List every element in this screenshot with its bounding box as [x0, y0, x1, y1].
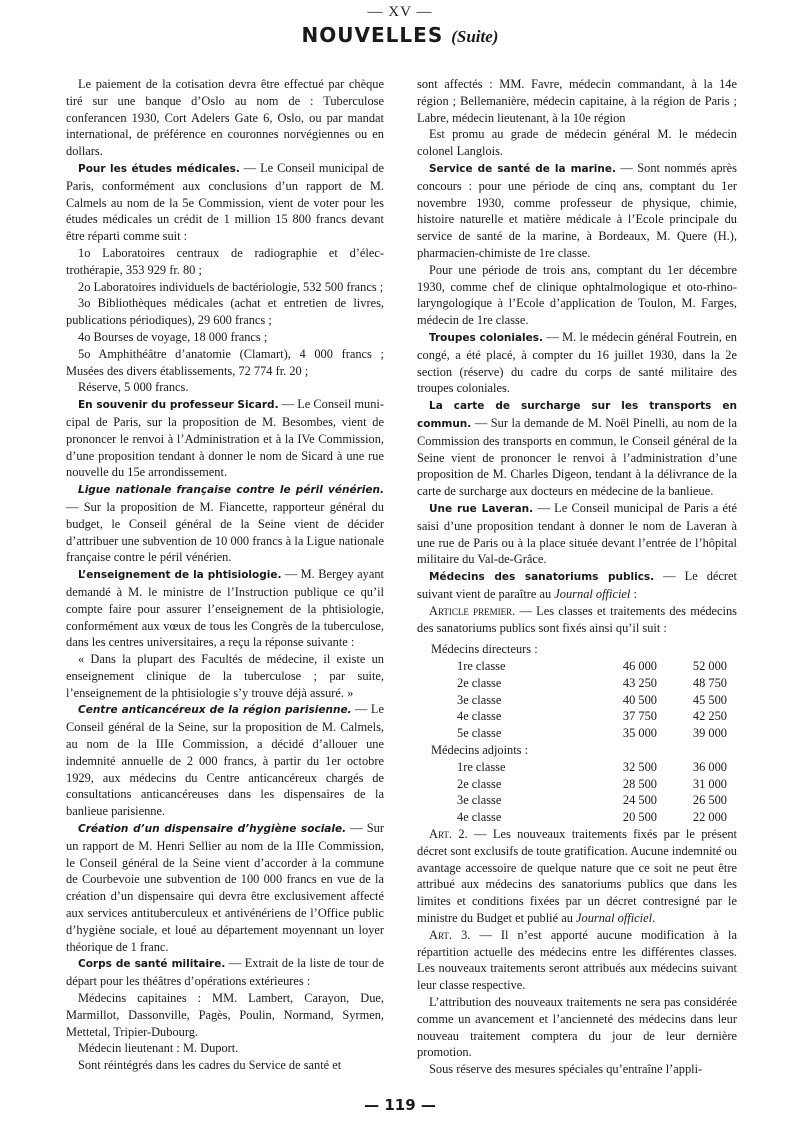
roman-page-number: — XV — — [367, 4, 433, 20]
salary-row — [457, 658, 727, 675]
salary-table-directeurs — [457, 658, 727, 742]
list-item: 2o Laboratoires individuels de bactériologie, 532 500 francs ; — [78, 279, 384, 294]
left-column — [66, 76, 384, 1074]
salary-value-max: 42 250 — [692, 709, 727, 724]
page-header — [0, 4, 800, 47]
section-text: — Sur la demande de M. Noël Pinelli, au nom de la Commission des transports en commun, le Conseil général de la Seine vient de prononcer le renvoi à l’administration d’une proposition de M. Charles Digeon, tendant à la délivrance de la carte de surcharge aux docteurs en médecine de la banlieue. — [417, 415, 737, 499]
salary-class: 5e classe — [457, 726, 502, 741]
salary-value-max: 48 750 — [692, 675, 727, 690]
article-1 — [417, 603, 737, 637]
salary-value-min: 40 500 — [622, 692, 657, 707]
section-heading: En souvenir du professeur Sicard. — [78, 399, 279, 412]
salary-class: 4e classe — [457, 709, 502, 724]
journal-officiel: Journal officiel — [576, 911, 653, 926]
paragraph: L’attribution des nouveaux traitements ne sera pas considérée comme un avancement et l’ancienneté des médecins dans leur nouveau traitement comptera du jour de leur dernière promotion. — [417, 995, 737, 1060]
section-text: — Le Conseil municipal de Paris, conformément aux conclusions d’un rapport de M. Calmels au nom de la 5e Commission, vient de voter pour les études médicales un crédit de 1 million 15 800 francs devant être réparti comme suit : — [66, 160, 384, 244]
section-heading: Service de santé de la marine. — [429, 162, 616, 175]
list-item: 4o Bourses de voyage, 18 000 francs ; — [78, 329, 268, 344]
salary-row — [457, 792, 727, 809]
paragraph: Médecin lieutenant : M. Duport. — [78, 1041, 239, 1056]
title-suffix: (Suite) — [451, 27, 499, 46]
paragraph: Sous réserve des mesures spéciales qu’entraîne l’appli- — [429, 1062, 703, 1077]
journal-officiel: Journal officiel — [554, 586, 631, 601]
page-title — [0, 23, 800, 47]
list-item: 5o Amphithéâtre d’anatomie (Clamart), 4 000 francs ; Musées des divers établissements, 72 774 fr. 20 ; — [66, 346, 384, 378]
section-heading: Pour les études médicales. — [78, 162, 240, 175]
article-3 — [417, 927, 737, 994]
section-text: — Extrait de la liste de tour de départ pour les théâtres d’opérations extérieures : — [66, 956, 384, 989]
section-heading: Corps de santé militaire. — [78, 958, 226, 971]
salary-value-max: 22 000 — [692, 810, 727, 825]
paragraph: Est promu au grade de médecin général M. le médecin colonel Langlois. — [417, 127, 737, 159]
salary-value-min: 46 000 — [622, 659, 657, 674]
salary-row — [457, 809, 727, 826]
salary-value-min: 32 500 — [622, 759, 657, 774]
salary-class: 3e classe — [457, 793, 502, 808]
list-item: 3o Bibliothèques médicales (achat et entretien de livres, publications périodiques), 29 600 francs ; — [66, 296, 384, 328]
section-sante-militaire — [66, 955, 384, 990]
section-heading: Médecins des sanatoriums publics. — [429, 571, 655, 584]
salary-category: Médecins adjoints : — [431, 743, 529, 758]
salary-value-min: 20 500 — [622, 810, 657, 825]
salary-row — [457, 725, 727, 742]
salary-category: Médecins directeurs : — [431, 642, 538, 657]
title-text: NOUVELLES — [301, 23, 444, 47]
section-heading: L’enseignement de la phtisiologie. — [78, 569, 282, 582]
section-text: — Le Conseil municipal de Paris a été saisi d’une proposition tendant à donner le nom de Laveran à une rue de Paris ou à la place située devant l’entrée de l’hôpital militaire du Val-de-Grâce. — [417, 500, 737, 567]
salary-class: 2e classe — [457, 776, 502, 791]
section-troupes-coloniales — [417, 329, 737, 397]
list-item: Réserve, 5 000 francs. — [78, 380, 189, 395]
page-number: — 119 — — [364, 1096, 436, 1114]
section-anticancereux — [66, 701, 384, 820]
section-carte-surcharge — [417, 397, 737, 500]
section-heading: Une rue Laveran. — [429, 502, 534, 515]
right-column — [417, 76, 737, 1078]
section-sicard — [66, 396, 384, 481]
section-phtisiologie — [66, 566, 384, 651]
salary-value-max: 45 500 — [692, 692, 727, 707]
section-text: — Le Conseil général de la Seine, sur la proposition de M. Calmels, au nom de la IIIe Commission, a décidé d’allouer une indemnité annuelle de 2 000 francs, à partir du 1er octobre 1929, aux médecins du Centre anticancéreux chargés de consultations anticancéreuses dans les dispensaires de la banlieue parisienne. — [66, 702, 385, 819]
salary-row — [457, 776, 727, 793]
paragraph: sont affectés : MM. Favre, médecin commandant, à la 14e région ; Bellemanière, médecin capitaine, à la région de Paris ; Labre, médecin lieutenant, à la 10e région — [417, 77, 737, 125]
salary-row — [457, 708, 727, 725]
article-text: — Les nouveaux traitements fixés par le présent décret sont exclusifs de toute gratification. Aucune indemnité ou avantage accessoire de quelque nature que ce soit ne peut être attribué aux médecins des sanatoriums publics que dans les limites et conditions fixées par un décret contresigné par le ministre du Budget et publié au — [417, 827, 737, 926]
section-text: — M. Bergey ayant demandé à M. le ministre de l’Instruction publique ce qu’il compte faire pour assurer l’enseignement de la phtisiologie, conformément aux vœux de tous les Congrès de la tuberculose, dans les centres universitaires, a reçu la réponse suivante : — [66, 567, 384, 650]
paragraph: Médecins capitaines : MM. Lambert, Carayon, Due, Marmillot, Dassonville, Pagès, Poulin, Normand, Syrmen, Mettetal, Tripier-Dubourg. — [66, 991, 384, 1039]
salary-value-min: 28 500 — [622, 776, 657, 791]
section-text: — Sur un rapport de M. Henri Sellier au nom de la IIIe Commission, le Conseil général de la Seine vient d’accorder à la commune de Courbevoie une subvention de 100 000 francs en vue de la création d’un dispensaire qui devra être exclusivement affecté aux services antituberculeux et antivénériens de l’Office public d’hygiène sociale, et loué au département moyennant un loyer théorique de 1 franc. — [66, 821, 384, 954]
section-ligue — [66, 481, 384, 566]
salary-value-min: 24 500 — [622, 793, 657, 808]
section-text: — Sur la proposition de M. Fiancette, rapporteur général du budget, le Conseil général de la Seine vient de décider d’attribuer une subvention de 10 000 francs à la Ligue nationale française contre le péril vénérien. — [66, 499, 384, 565]
salary-value-max: 52 000 — [692, 659, 727, 674]
salary-value-min: 37 750 — [622, 709, 657, 724]
article-label: Article premier. — [429, 603, 516, 618]
salary-row — [457, 759, 727, 776]
salary-class: 2e classe — [457, 675, 502, 690]
salary-class: 4e classe — [457, 810, 502, 825]
article-text: — Il n’est apporté aucune modification à la répartition actuelle des médecins entre les différentes classes. Les nouveaux traitements seront attribués aux médecins suivant leur classe respective. — [417, 927, 737, 993]
salary-class: 1re classe — [457, 659, 506, 674]
section-heading: Ligue nationale française contre le péril vénérien. — [78, 484, 384, 497]
section-heading: La carte de surcharge sur les transports en commun. — [417, 400, 737, 430]
quote: « Dans la plupart des Facultés de médecine, il existe un enseignement clinique de la tuberculose ; par suite, l’enseignement de la phtisiologie s’y trouve déjà assuré. » — [66, 652, 384, 700]
salary-value-max: 39 000 — [692, 726, 727, 741]
section-text: : — [630, 586, 637, 601]
section-text: — Le décret suivant vient de paraître au — [417, 569, 737, 601]
paragraph: Pour une période de trois ans, comptant du 1er décembre 1930, comme chef de clinique ophtalmologique et oto-rhino-laryngologique à l’Ecole d’application de Toulon, M. Farges, médecin de 1re classe. — [417, 262, 737, 328]
salary-value-max: 36 000 — [692, 759, 727, 774]
salary-value-max: 26 500 — [692, 793, 727, 808]
section-text: — Sont nommés après concours : pour une période de cinq ans, comptant du 1er novembre 1930, comme professeur de physique, chimie, histoire naturelle et matière médicale à l’Ecole principale du service de santé de la marine, à Bordeaux, M. Quere (H.), pharmacien-chimiste de 1re classe. — [417, 160, 737, 260]
salary-row — [457, 675, 727, 692]
salary-row — [457, 692, 727, 709]
article-label: Art. 3. — [429, 927, 471, 942]
section-rue-laveran — [417, 500, 737, 568]
section-marine — [417, 160, 737, 262]
section-etudes-medicales — [66, 160, 384, 245]
salary-value-min: 35 000 — [622, 726, 657, 741]
section-text: — M. le médecin général Foutrein, en congé, a été placé, à compter du 16 juillet 1930, dans la 2e section (réserve) du cadre du corps de santé militaire des troupes coloniales. — [417, 329, 737, 396]
salary-value-min: 43 250 — [622, 675, 657, 690]
article-text: — Les classes et traitements des médecins des sanatoriums publics sont fixés ainsi qu’il suit : — [417, 603, 737, 635]
section-text: — Le Conseil municipal de Paris, sur la proposition de M. Besombes, vient de prononcer le renvoi à l’Administration et à la IVe Commission, d’une proposition tendant à donner le nom de Sicard à une rue nouvelle du 15e arrondissement. — [66, 397, 384, 480]
section-heading: Troupes coloniales. — [429, 331, 544, 344]
section-sanatoriums — [417, 568, 737, 603]
section-dispensaire — [66, 820, 384, 955]
salary-table-adjoints — [457, 759, 727, 826]
paragraph: Sont réintégrés dans les cadres du Service de santé et — [78, 1058, 342, 1073]
article-text: . — [652, 911, 656, 926]
salary-class: 1re classe — [457, 759, 506, 774]
section-heading: Création d’un dispensaire d’hygiène sociale. — [78, 823, 347, 836]
article-label: Art. 2. — [429, 827, 468, 842]
paragraph: Le paiement de la cotisation devra être effectué par chèque tiré sur une banque d’Oslo au nom de : Tuberculose conferancen 1930, Cort Adelers Gate 6, Oslo, ou par mandat international, de préférence en couronnes norvégiennes ou en dollars. — [66, 77, 384, 159]
section-heading: Centre anticancéreux de la région parisienne. — [78, 704, 352, 717]
list-item: 1o Laboratoires centraux de radiographie et d’électrothérapie, 353 929 fr. 80 ; — [66, 245, 384, 277]
salary-value-max: 31 000 — [692, 776, 727, 791]
salary-class: 3e classe — [457, 692, 502, 707]
article-2 — [417, 826, 737, 927]
